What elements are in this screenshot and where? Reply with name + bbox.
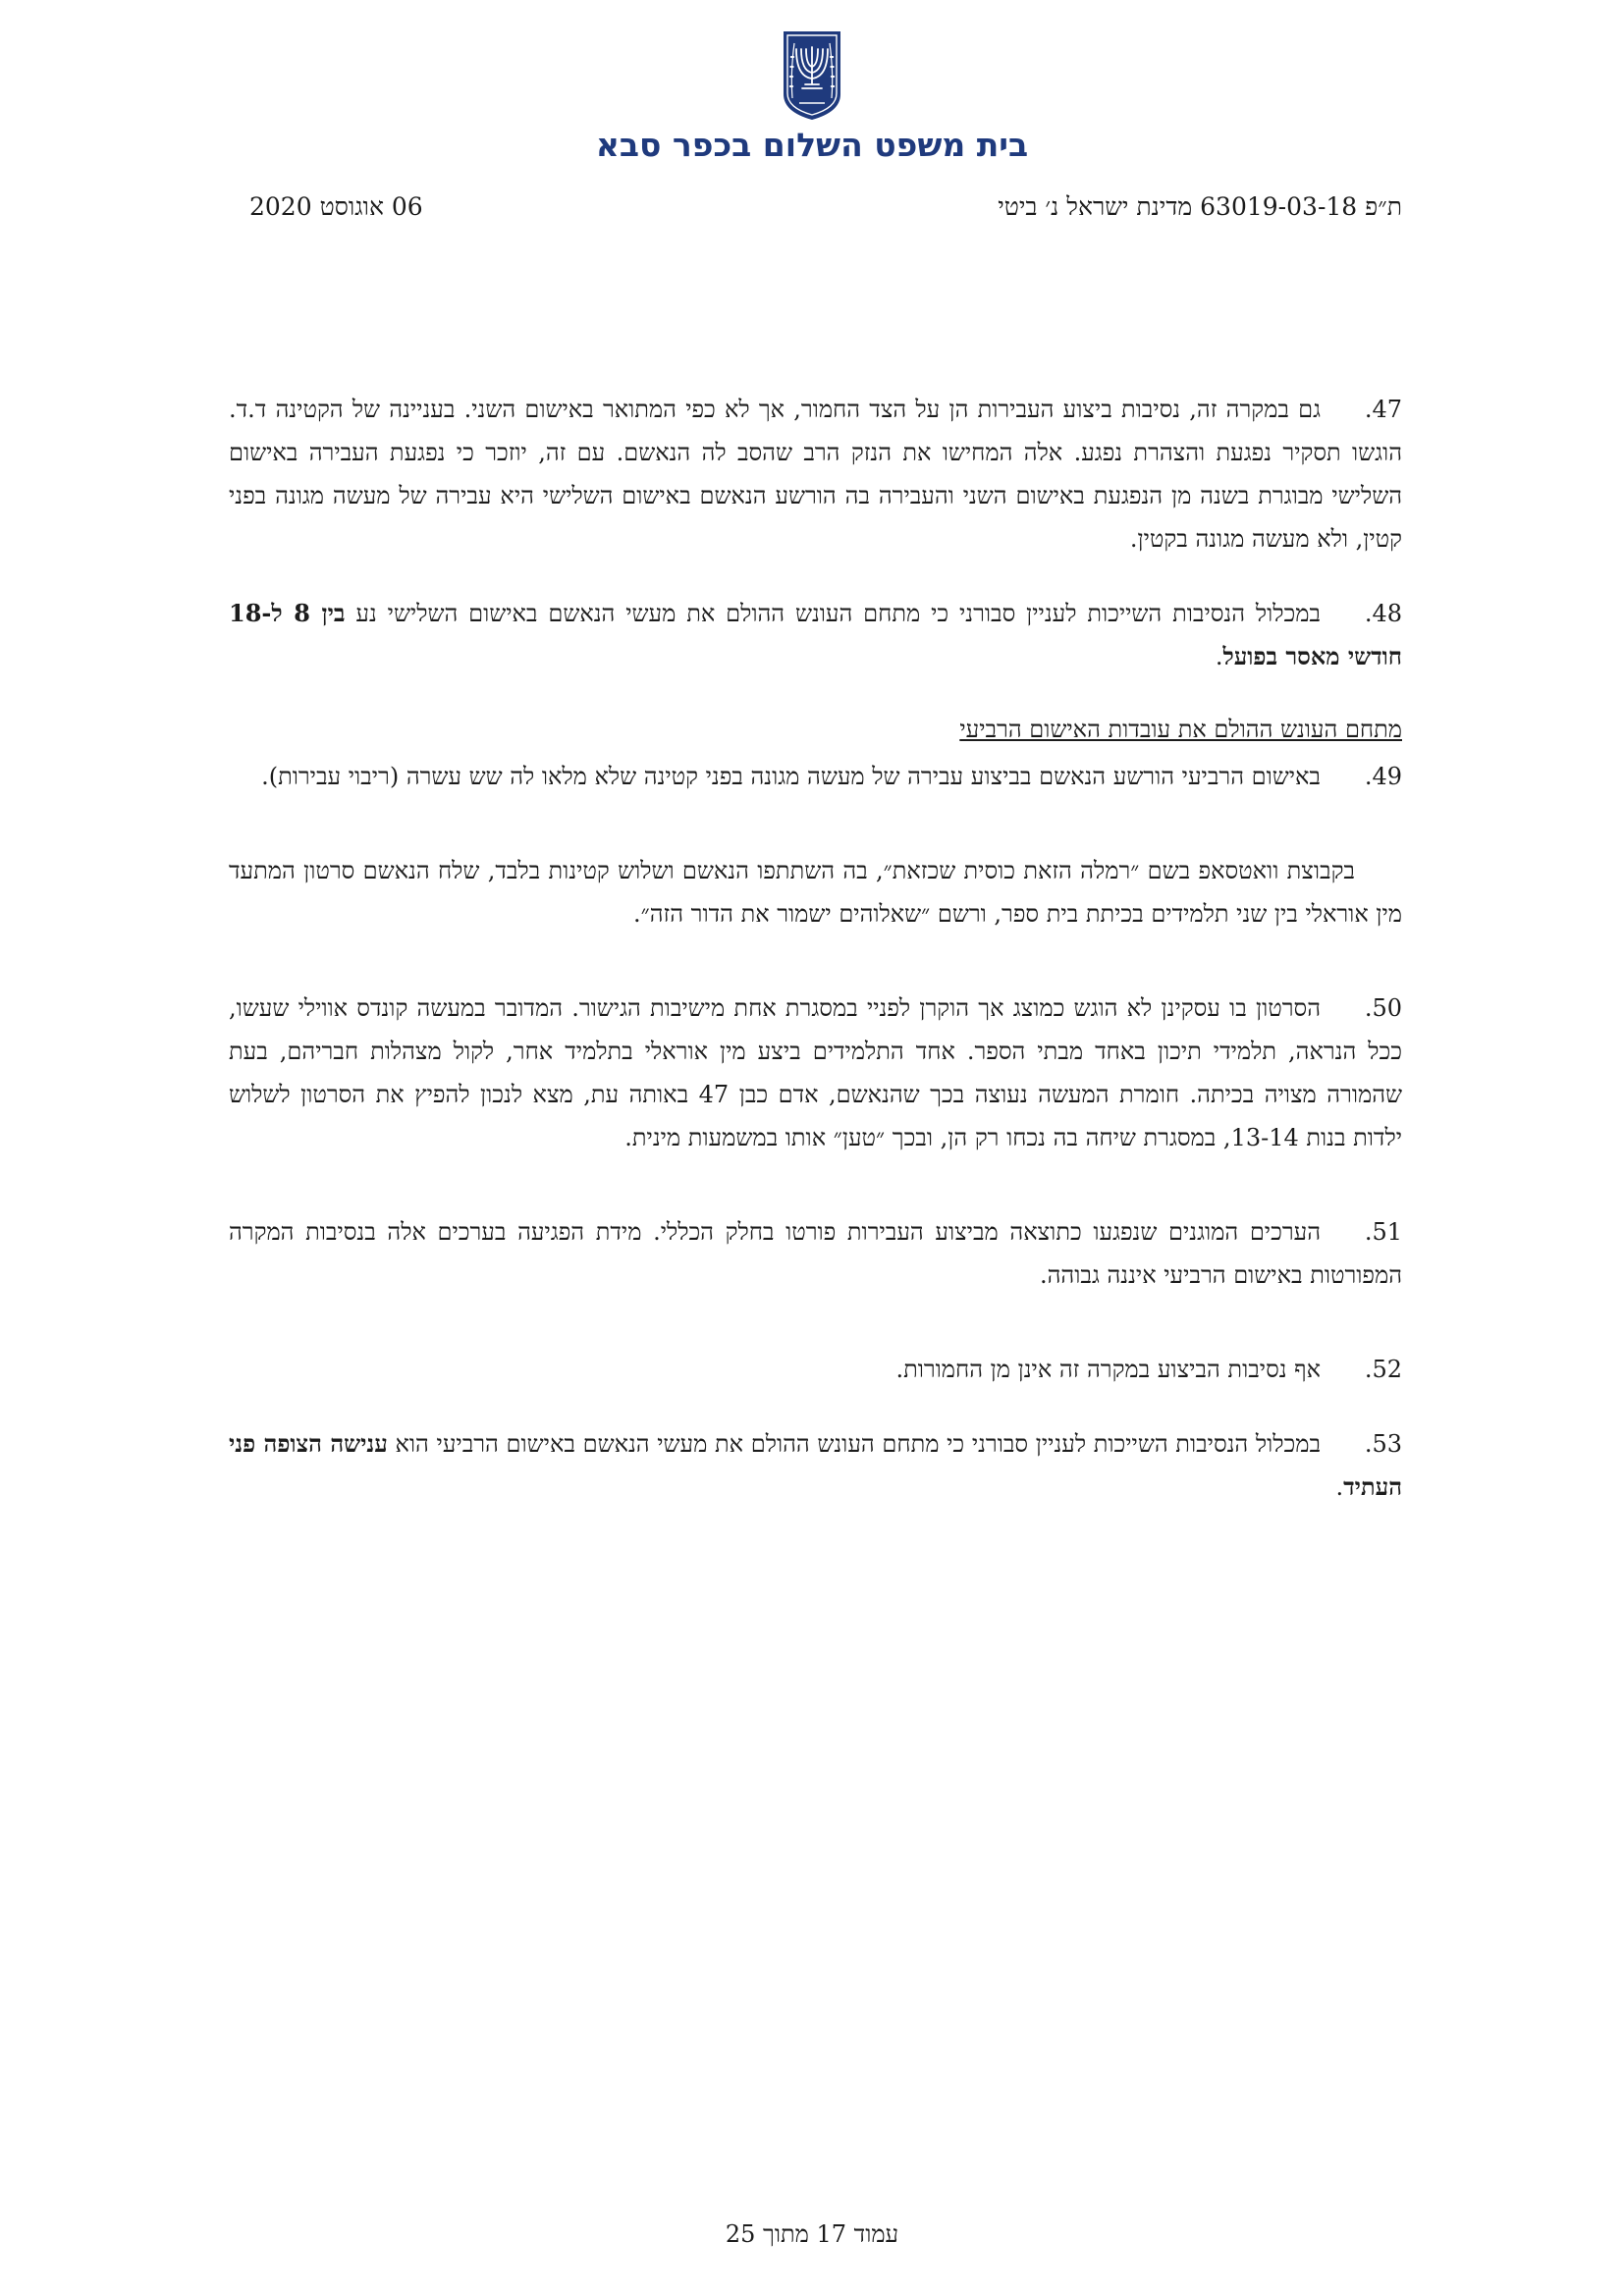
paragraph-number: 51.: [1364, 1218, 1402, 1246]
page-number-footer: עמוד 17 מתוך 25: [725, 2220, 899, 2248]
paragraph-49: [229, 755, 1402, 798]
document-body: [229, 388, 1402, 1509]
paragraph-52: [229, 1348, 1402, 1391]
paragraph-text: הסרטון בו עסקינן לא הוגש כמוצג אך הוקרן לפניי במסגרת אחת מישיבות הגישור. המדובר במעשה קונדס אווילי שעשו, ככל הנראה, תלמידי תיכון באחד מבתי הספר. אחד התלמידים ביצע מין אוראלי בתלמיד אחר, לקול מצהלות חבריהם, בעת שהמורה מצויה בכיתה. חומרת המעשה נעוצה בכך שהנאשם, אדם כבן 47 באותה עת, מצא לנכון להפיץ את הסרטון לשלוש ילדות בנות 13-14, במסגרת שיחה בה נכחו רק הן, ובכך ״טען״ אותו במשמעות מינית.: [229, 994, 1403, 1151]
paragraph-48: [229, 592, 1402, 678]
paragraph-number: 50.: [1364, 994, 1402, 1022]
paragraph-number: 52.: [1364, 1356, 1402, 1383]
case-number-line: ת״פ 63019-03-18 מדינת ישראל נ׳ ביטי: [998, 192, 1402, 221]
paragraph-number: 48.: [1364, 600, 1402, 627]
paragraph-number: 49.: [1364, 763, 1402, 790]
paragraph-50: [229, 987, 1402, 1159]
state-of-israel-emblem-icon: [780, 26, 844, 122]
paragraph-text: במכלול הנסיבות השייכות לעניין סבורני כי מתחם העונש ההולם את מעשי הנאשם באישום הרביעי הוא: [387, 1430, 1322, 1458]
paragraph-emphasis: ענישה הצופה פני העתיד: [229, 1429, 1402, 1501]
paragraph-text: באישום הרביעי הורשע הנאשם בביצוע עבירה של מעשה מגונה בפני קטינה שלא מלאו לה שש עשרה (ריבוי עבירות).: [261, 763, 1321, 790]
paragraph-text: גם במקרה זה, נסיבות ביצוע העבירות הן על הצד החמור, אך לא כפי המתואר באישום השני. בעניינה של הקטינה ד.ד. הוגשו תסקיר נפגעת והצהרת נפגע. אלה המחישו את הנזק הרב שהסב לה הנאשם. עם זה, יוזכר כי נפגעת העבירה באישום השלישי מבוגרת בשנה מן הנפגעת באישום השני והעבירה בה הורשע הנאשם באישום השלישי היא עבירה של מעשה מגונה בפני קטין, ולא מעשה מגונה בקטין.: [229, 396, 1402, 553]
paragraph-number: 53.: [1364, 1430, 1402, 1458]
paragraph-51: [229, 1210, 1402, 1297]
paragraph-emphasis: בין 8 ל-18 חודשי מאסר בפועל: [229, 599, 1402, 670]
paragraph-text-end: .: [1335, 1473, 1344, 1501]
section-heading: מתחם העונש ההולם את עובדות האישום הרביעי: [959, 716, 1402, 743]
court-name: בית משפט השלום בכפר סבא: [595, 126, 1029, 164]
document-date: 06 אוגוסט 2020: [249, 192, 423, 221]
paragraph-47: [229, 388, 1402, 561]
paragraph-text: אף נסיבות הביצוע במקרה זה אינן מן החמורות.: [895, 1356, 1321, 1383]
paragraph-49-continued: בקבוצת וואטסאפ בשם ״רמלה הזאת כוסית שכזאת״, בה השתתפו הנאשם ושלוש קטינות בלבד, שלח הנאשם סרטון המתעד מין אוראלי בין שני תלמידים בכיתת בית ספר, ורשם ״שאלוהים ישמור את הדור הזה״.: [229, 857, 1402, 928]
paragraph-53: [229, 1422, 1402, 1509]
paragraph-number: 47.: [1364, 396, 1402, 423]
paragraph-text: הערכים המוגנים שנפגעו כתוצאה מביצוע העבירות פורטו בחלק הכללי. מידת הפגיעה בערכים אלה בנסיבות המקרה המפורטות באישום הרביעי איננה גבוהה.: [229, 1218, 1402, 1289]
paragraph-text-end: .: [1215, 643, 1223, 670]
paragraph-text: במכלול הנסיבות השייכות לעניין סבורני כי מתחם העונש ההולם את מעשי הנאשם באישום השלישי נע: [345, 600, 1321, 627]
